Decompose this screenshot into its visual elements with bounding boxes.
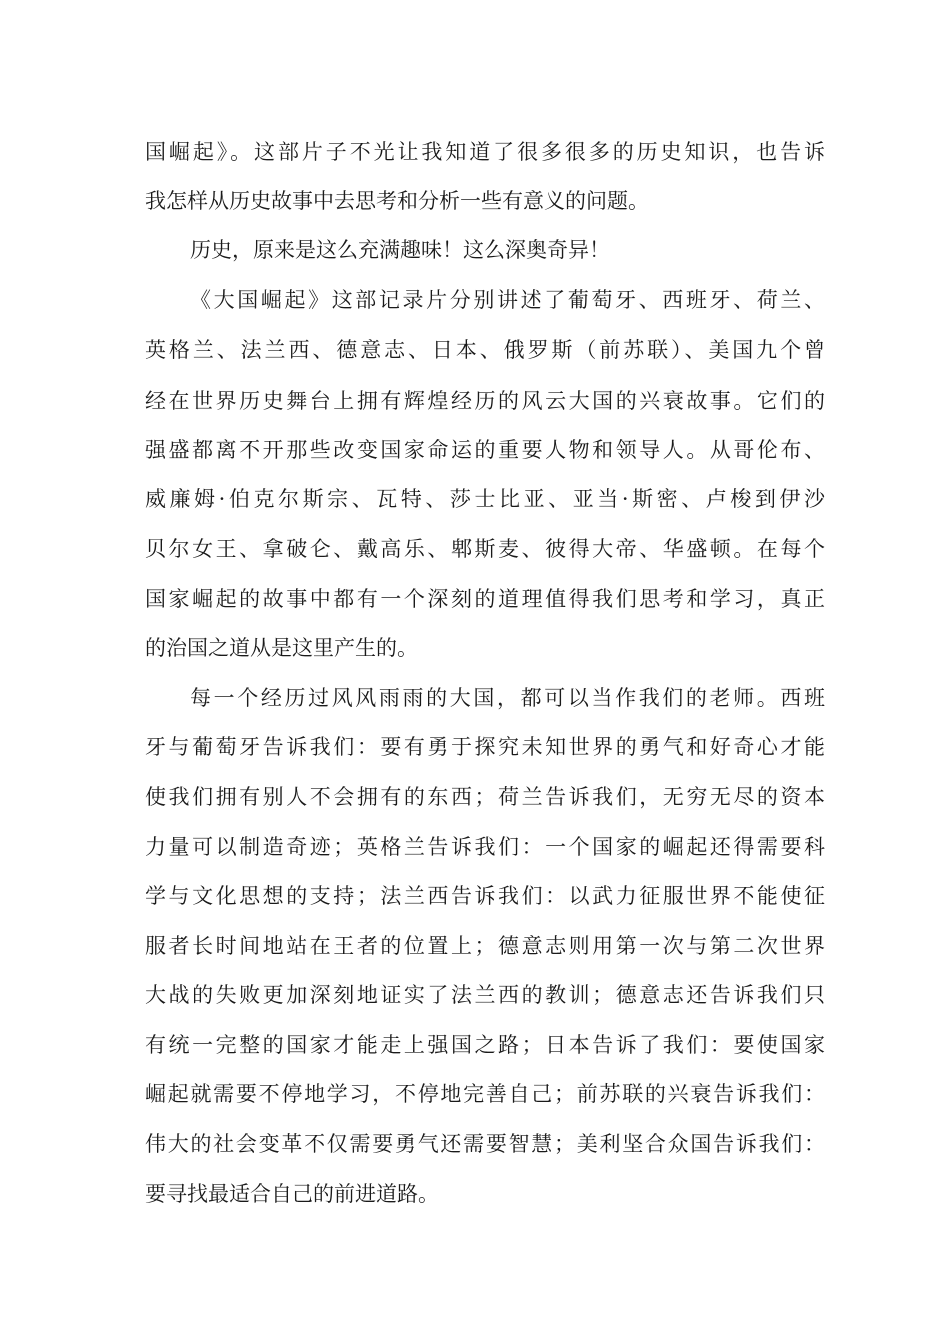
- text-line: 崛起就需要不停地学习，不停地完善自己；前苏联的兴衰告诉我们：: [145, 1082, 825, 1106]
- text-line: 服者长时间地站在王者的位置上；德意志则用第一次与第二次世界: [145, 934, 825, 958]
- text-line: 伟大的社会变革不仅需要勇气还需要智慧；美利坚合众国告诉我们：: [145, 1132, 825, 1156]
- text-line: 学与文化思想的支持；法兰西告诉我们：以武力征服世界不能使征: [145, 884, 825, 908]
- text-line: 历史，原来是这么充满趣味！这么深奥奇异！: [190, 238, 610, 262]
- text-line: 英格兰、法兰西、德意志、日本、俄罗斯（前苏联）、美国九个曾: [145, 338, 825, 362]
- text-line: 威廉姆·伯克尔斯宗、瓦特、莎士比亚、亚当·斯密、卢梭到伊沙: [145, 487, 825, 511]
- text-line: 力量可以制造奇迹；英格兰告诉我们：一个国家的崛起还得需要科: [145, 835, 825, 859]
- text-line: 有统一完整的国家才能走上强国之路；日本告诉了我们：要使国家: [145, 1033, 825, 1057]
- text-line: 的治国之道从是这里产生的。: [145, 636, 418, 660]
- text-line: 经在世界历史舞台上拥有辉煌经历的风云大国的兴衰故事。它们的: [145, 389, 825, 413]
- text-line: 要寻找最适合自己的前进道路。: [145, 1182, 439, 1206]
- text-line: 国崛起》。这部片子不光让我知道了很多很多的历史知识，也告诉: [145, 140, 825, 164]
- text-line: 强盛都离不开那些改变国家命运的重要人物和领导人。从哥伦布、: [145, 438, 825, 462]
- text-line: 贝尔女王、拿破仑、戴高乐、郫斯麦、彼得大帝、华盛顿。在每个: [145, 537, 825, 561]
- text-line: 使我们拥有别人不会拥有的东西；荷兰告诉我们，无穷无尽的资本: [145, 785, 825, 809]
- text-line: 牙与葡萄牙告诉我们：要有勇于探究未知世界的勇气和好奇心才能: [145, 735, 825, 759]
- text-line: 每一个经历过风风雨雨的大国，都可以当作我们的老师。西班: [190, 686, 825, 710]
- text-line: 大战的失败更加深刻地证实了法兰西的教训；德意志还告诉我们只: [145, 983, 825, 1007]
- text-line: 我怎样从历史故事中去思考和分析一些有意义的问题。: [145, 189, 649, 213]
- text-line: 《大国崛起》这部记录片分别讲述了葡萄牙、西班牙、荷兰、: [190, 288, 825, 312]
- text-line: 国家崛起的故事中都有一个深刻的道理值得我们思考和学习，真正: [145, 587, 825, 611]
